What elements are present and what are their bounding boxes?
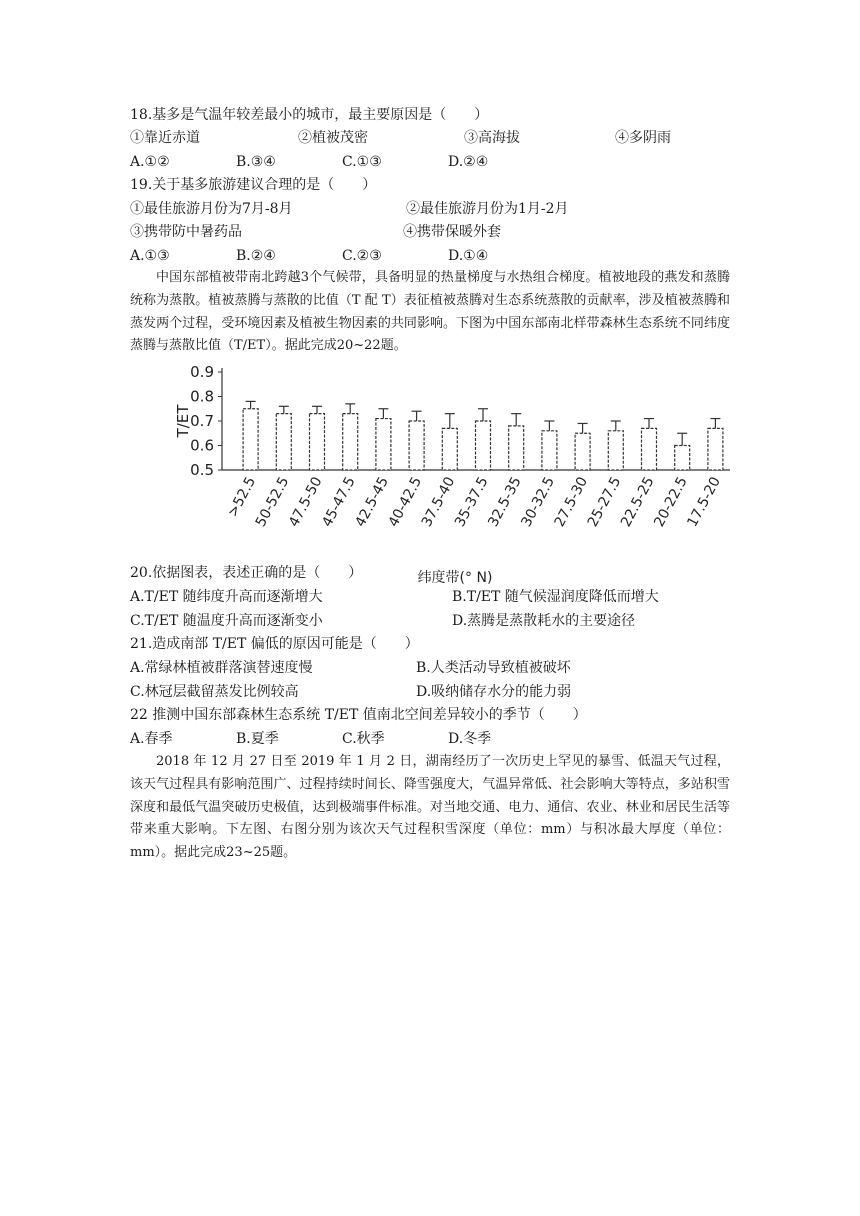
x-tick-label: >52.5: [224, 474, 260, 520]
x-axis-label: 纬度带(° N): [417, 570, 493, 586]
q21-option-a[interactable]: A.常绿林植被群落演替速度慢: [130, 660, 313, 676]
x-tick-label: 22.5-25: [618, 474, 658, 530]
bar: [276, 414, 291, 470]
bar: [509, 426, 524, 470]
q20-stem: 20.依据图表，表述正确的是（ ）: [130, 565, 363, 581]
x-tick-label: 30-32.5: [518, 474, 558, 530]
q20-option-d[interactable]: D.蒸腾是蒸散耗水的主要途径: [452, 613, 636, 629]
q18-stem: 18.基多是气温年较差最小的城市，最主要原因是（ ）: [130, 107, 489, 123]
q20-option-a[interactable]: A.T/ET 随纬度升高而逐渐增大: [130, 589, 323, 605]
x-tick-label: 42.5-45: [352, 474, 392, 530]
q19-option-c[interactable]: C.②③: [342, 248, 382, 264]
x-tick-label: 37.5-40: [418, 474, 459, 530]
bar: [376, 419, 391, 470]
bar: [708, 428, 723, 470]
y-tick-label: 0.7: [190, 412, 214, 430]
q21-stem: 21.造成南部 T/ET 偏低的原因可能是（ ）: [130, 636, 419, 652]
x-tick-label: 25-27.5: [584, 474, 625, 530]
q22-option-b[interactable]: B.夏季: [236, 731, 279, 747]
q20-option-b[interactable]: B.T/ET 随气候湿润度降低而增大: [452, 589, 659, 605]
x-tick-label: 45-47.5: [319, 474, 359, 530]
y-tick-label: 0.8: [190, 387, 214, 406]
bar: [476, 421, 491, 470]
q19-option-b[interactable]: B.②④: [236, 248, 276, 264]
q18-item-3: ③高海拔: [464, 130, 520, 146]
passage-snowstorm-text: 2018 年 12 月 27 日至 2019 年 1 月 2 日，湖南经历了一次历史上罕见的暴雪、低温天气过程，该天气过程具有影响范围广、过程持续时间长、降雪强度大，气温异常低、社会影响大等特点，多站积雪深度和最低气温突破历史极值，达到极端事件标准。对当地交通、电力、通信、农业、林业和居民生活等带来重大影响。下左图、右图分别为该次天气过程积雪深度（单位：mm）与积冰最大厚度（单位：mm）。据此完成23~25题。: [130, 754, 730, 861]
bar: [409, 421, 424, 470]
q19-item-3: ③携带防中暑药品: [130, 224, 242, 240]
q18-item-1: ①靠近赤道: [130, 130, 200, 146]
q19-item-4: ④携带保暖外套: [403, 224, 501, 240]
bar: [310, 414, 325, 470]
q18-option-b[interactable]: B.③④: [236, 154, 276, 170]
x-tick-label: 32.5-35: [485, 474, 525, 530]
passage-transpiration: [130, 267, 730, 358]
bar: [243, 409, 258, 470]
q20-option-c[interactable]: C.T/ET 随温度升高而逐渐变小: [130, 613, 323, 629]
q18-item-2: ②植被茂密: [298, 130, 368, 146]
bar: [343, 414, 358, 470]
q19-option-d[interactable]: D.①④: [448, 248, 489, 264]
bar: [642, 428, 657, 470]
y-axis-label: T/ET: [174, 404, 192, 438]
bar: [575, 433, 590, 470]
q19-stem: 19.关于基多旅游建议合理的是（ ）: [130, 177, 377, 193]
q19-item-2: ②最佳旅游月份为1月-2月: [406, 201, 569, 217]
q18-option-a[interactable]: A.①②: [130, 154, 170, 170]
y-tick-label: 0.6: [190, 436, 214, 455]
q18-option-d[interactable]: D.②④: [448, 154, 489, 170]
bar: [442, 428, 457, 470]
q18-item-4: ④多阴雨: [615, 130, 671, 146]
x-tick-label: 40-42.5: [385, 474, 426, 530]
passage-snowstorm: [130, 751, 730, 865]
passage-transpiration-text: 中国东部植被带南北跨越3个气候带，具备明显的热量梯度与水热组合梯度。植被地段的燕发和蒸腾统称为蒸散。植被蒸腾与蒸散的比值（T 配 T）表征植被蒸腾对生态系统蒸散的贡献率，涉及植被蒸腾和蒸发两个过程，受环境因素及植被生物因素的共同影响。下图为中国东部南北样带森林生态系统不同纬度蒸腾与蒸散比值（T/ET）。据此完成20~22题。: [130, 270, 730, 354]
bar: [675, 446, 690, 471]
q22-stem: 22 推测中国东部森林生态系统 T/ET 值南北空间差异较小的季节（ ）: [130, 707, 587, 723]
bar: [542, 431, 557, 470]
q21-option-d[interactable]: D.吸纳储存水分的能力弱: [416, 684, 572, 700]
bar: [608, 431, 623, 470]
q21-option-c[interactable]: C.林冠层截留蒸发比例较高: [130, 684, 299, 700]
q19-item-1: ①最佳旅游月份为7月-8月: [130, 201, 293, 217]
y-tick-label: 0.9: [190, 363, 214, 381]
q22-option-d[interactable]: D.冬季: [448, 731, 492, 747]
q22-option-a[interactable]: A.春季: [130, 731, 173, 747]
te-ratio-bar-chart: [160, 360, 740, 590]
x-tick-label: 17.5-20: [684, 474, 724, 530]
q22-option-c[interactable]: C.秋季: [342, 731, 385, 747]
x-tick-label: 50-52.5: [252, 474, 293, 530]
y-tick-label: 0.5: [190, 461, 214, 479]
q18-option-c[interactable]: C.①③: [342, 154, 382, 170]
q21-option-b[interactable]: B.人类活动导致植被破坏: [416, 660, 571, 676]
x-tick-label: 27.5-30: [551, 474, 592, 530]
q19-option-a[interactable]: A.①③: [130, 248, 170, 264]
x-tick-label: 20-22.5: [651, 474, 691, 530]
x-tick-label: 35-37.5: [452, 474, 492, 530]
x-tick-label: 47.5-50: [286, 474, 326, 530]
